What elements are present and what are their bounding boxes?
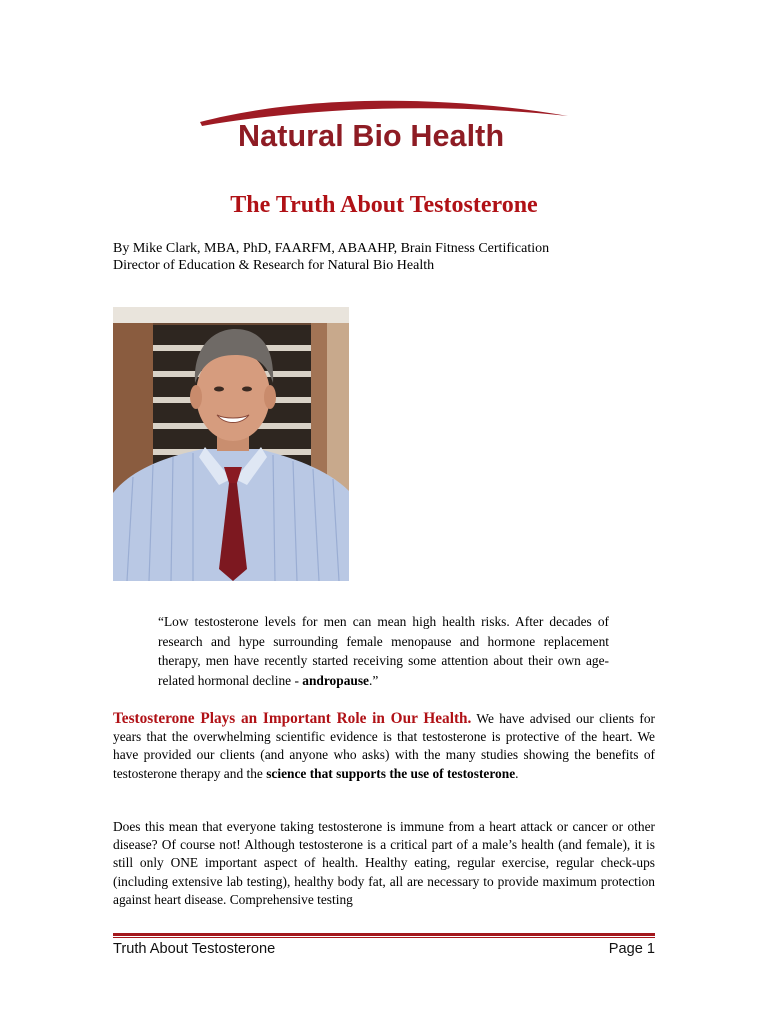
pull-quote	[158, 612, 609, 690]
body-paragraph-1	[113, 710, 655, 783]
footer-document-title: Truth About Testosterone	[113, 941, 276, 957]
logo-wordmark: Natural Bio Health	[238, 119, 505, 153]
document-title: The Truth About Testosterone	[230, 192, 538, 218]
byline	[113, 240, 549, 274]
byline-role: Director of Education & Research for Natural Bio Health	[113, 258, 435, 273]
footer-rule	[113, 933, 655, 936]
footer-rule-thin	[113, 937, 655, 938]
byline-author: By Mike Clark, MBA, PhD, FAARFM, ABAAHP, Brain Fitness Certification	[113, 241, 550, 256]
brand-logo	[196, 96, 576, 162]
quote-emphasis: andropause	[302, 672, 369, 688]
para1-emphasis: science that supports the use of testosterone	[266, 765, 516, 781]
footer-page-number: Page 1	[608, 941, 655, 957]
quote-end: .”	[369, 672, 379, 688]
body-paragraph-2: Does this mean that everyone taking testosterone is immune from a heart attack or cancer or other disease? Of course not! Although testosterone is a critical part of a male’s health (and female), it is still only ONE important aspect of health. Healthy eating, regular exercise, regular check-ups (including extensive lab testing), healthy body fat, all are necessary to provide maximum protection against heart disease. Comprehensive testing	[113, 819, 655, 907]
author-photo	[113, 307, 349, 581]
para1-end: .	[515, 765, 519, 781]
section-lead-heading: Testosterone Plays an Important Role in Our Health.	[113, 710, 472, 727]
para1-text: We have advised our clients for years that the overwhelming scientific evidence is that testosterone is protective of the heart. We have provided our clients (and anyone who asks) with the many studies showing the benefits of testosterone therapy and the	[113, 711, 655, 781]
quote-text: “Low testosterone levels for men can mean high health risks. After decades of research and hype surrounding female menopause and hormone replacement therapy, men have recently started receiving some attention about their own age-related hormonal decline -	[158, 614, 609, 688]
